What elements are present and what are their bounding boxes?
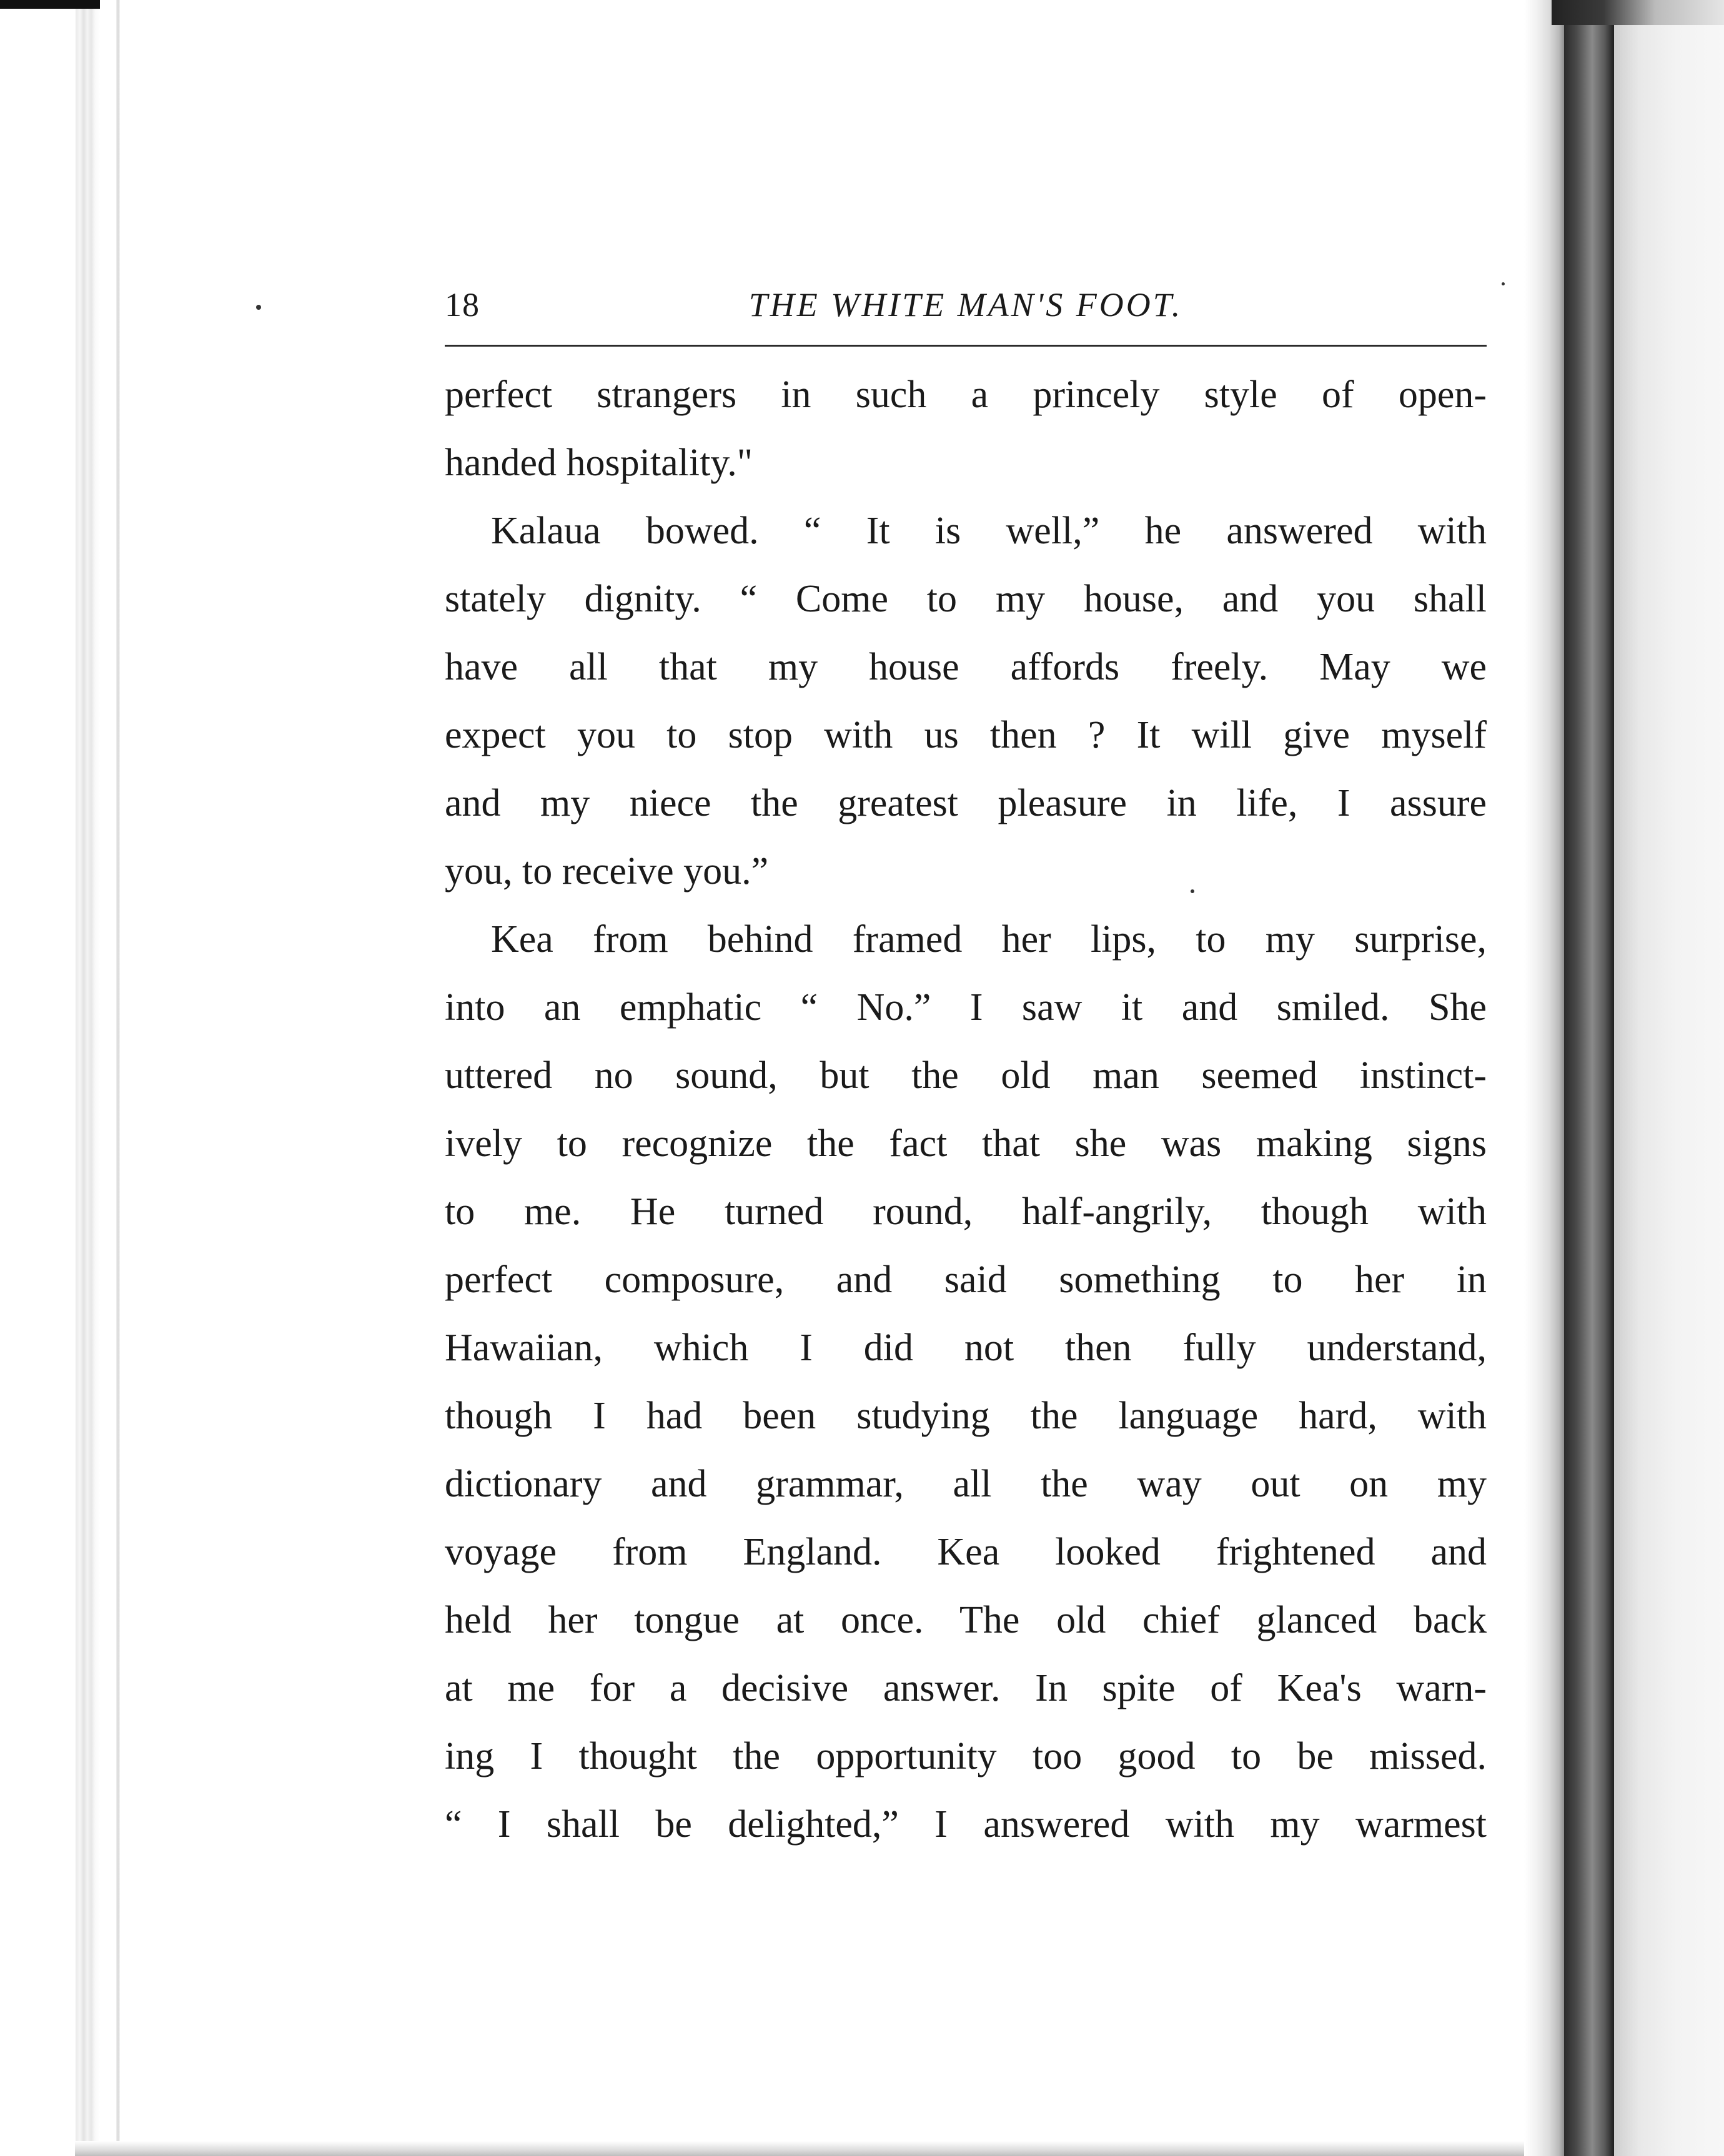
text-line: dictionary and grammar, all the way out on my: [445, 1463, 1487, 1505]
book-spine: [1564, 0, 1614, 2156]
facing-page-edge: [1614, 25, 1724, 2156]
left-page-edges: [0, 0, 100, 2156]
text-line: ing I thought the opportunity too good to be missed.: [445, 1735, 1487, 1778]
left-corner-shadow: [0, 0, 100, 9]
text-line: Hawaiian, which I did not then fully understand,: [445, 1327, 1487, 1369]
text-line: handed hospitality.": [445, 442, 753, 484]
text-line: Kalaua bowed. “ It is well,” he answered with: [491, 510, 1487, 552]
running-head: [445, 280, 1487, 330]
text-line: to me. He turned round, half-angrily, though with: [445, 1190, 1487, 1233]
text-line: “ I shall be delighted,” I answered with my warmest: [445, 1803, 1487, 1846]
text-line: Kea from behind framed her lips, to my surprise,: [491, 918, 1487, 961]
page-number: 18: [445, 286, 480, 324]
text-line: you, to receive you.”: [445, 850, 769, 893]
text-line: uttered no sound, but the old man seemed instinct-: [445, 1054, 1487, 1097]
header-rule: [445, 345, 1487, 347]
text-line: perfect strangers in such a princely style of open-: [445, 373, 1487, 416]
scan-speck: [256, 305, 261, 310]
text-line: ively to recognize the fact that she was making signs: [445, 1122, 1487, 1165]
text-line: at me for a decisive answer. In spite of Kea's warn-: [445, 1667, 1487, 1709]
text-line: held her tongue at once. The old chief glanced back: [445, 1599, 1487, 1641]
text-line: perfect composure, and said something to her in: [445, 1258, 1487, 1301]
left-gutter-line: [116, 0, 120, 2156]
spine-top-shadow: [1552, 0, 1724, 25]
text-line: voyage from England. Kea looked frightened and: [445, 1531, 1487, 1573]
text-line: though I had been studying the language hard, with: [445, 1395, 1487, 1437]
text-line: into an emphatic “ No.” I saw it and smiled. She: [445, 986, 1487, 1029]
scan-speck: [1502, 282, 1505, 285]
text-line: and my niece the greatest pleasure in life, I assure: [445, 782, 1487, 824]
running-title: THE WHITE MAN'S FOOT.: [748, 286, 1183, 324]
bottom-page-edge: [75, 2141, 1568, 2156]
text-line: expect you to stop with us then ? It will give myself: [445, 714, 1487, 756]
right-page-edge: [1524, 0, 1564, 2156]
body-text: [445, 361, 1487, 1859]
text-line: stately dignity. “ Come to my house, and you shall: [445, 578, 1487, 620]
text-line: have all that my house affords freely. May we: [445, 646, 1487, 688]
